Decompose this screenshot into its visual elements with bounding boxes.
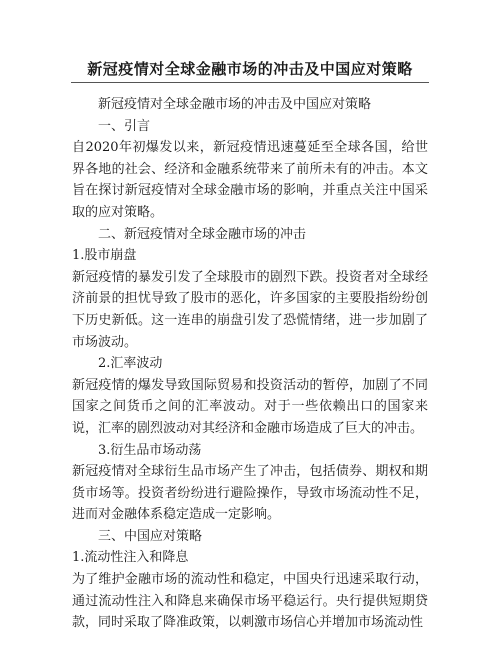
section-heading-impact: 二、新冠疫情对全球金融市场的冲击: [98, 226, 307, 242]
document-title: 新冠疫情对全球金融市场的冲击及中国应对策略: [87, 60, 413, 78]
paragraph-intro: 自2020年初爆发以来，新冠疫情迅速蔓延至全球各国，给世界各地的社会、经济和金融系统带来了前所未有的冲击。本文旨在探讨新冠疫情对全球金融市场的影响，并重点关注中国采取的应对策略。: [72, 140, 428, 220]
paragraph-stock-crash: 新冠疫情的暴发引发了全球股市的剧烈下跌。投资者对全球经济前景的担忧导致了股市的恶化，许多国家的主要股指纷纷创下历史新低。这一连串的崩盘引发了恐慌情绪，进一步加剧了市场波动。: [72, 269, 428, 350]
document-body: [72, 94, 428, 634]
subheading-liquidity: 1.流动性注入和降息: [72, 550, 189, 566]
section-heading-china-strategy: 三、中国应对策略: [98, 528, 203, 544]
section-heading-intro: 一、引言: [98, 118, 151, 134]
paragraph-exchange-rate: 新冠疫情的爆发导致国际贸易和投资活动的暂停，加剧了不同国家之间货币之间的汇率波动。对于一些依赖出口的国家来说，汇率的剧烈波动对其经济和金融市场造成了巨大的冲击。: [72, 377, 428, 436]
subheading-derivatives: 3.衍生品市场动荡: [98, 442, 202, 458]
title-divider: [71, 82, 429, 83]
subheading-exchange-rate: 2.汇率波动: [98, 356, 163, 372]
subheading-stock-crash: 1.股市崩盘: [72, 248, 137, 264]
paragraph-liquidity: 为了维护金融市场的流动性和稳定，中国央行迅速采取行动，通过流动性注入和降息来确保市场平稳运行。央行提供短期贷款，同时采取了降准政策，以刺激市场信心并增加市场流动性: [72, 572, 428, 631]
document-subtitle: 新冠疫情对全球金融市场的冲击及中国应对策略: [98, 97, 372, 112]
paragraph-derivatives: 新冠疫情对全球衍生品市场产生了冲击，包括债券、期权和期货市场等。投资者纷纷进行避险操作，导致市场流动性不足，进而对金融体系稳定造成一定影响。: [72, 464, 428, 523]
